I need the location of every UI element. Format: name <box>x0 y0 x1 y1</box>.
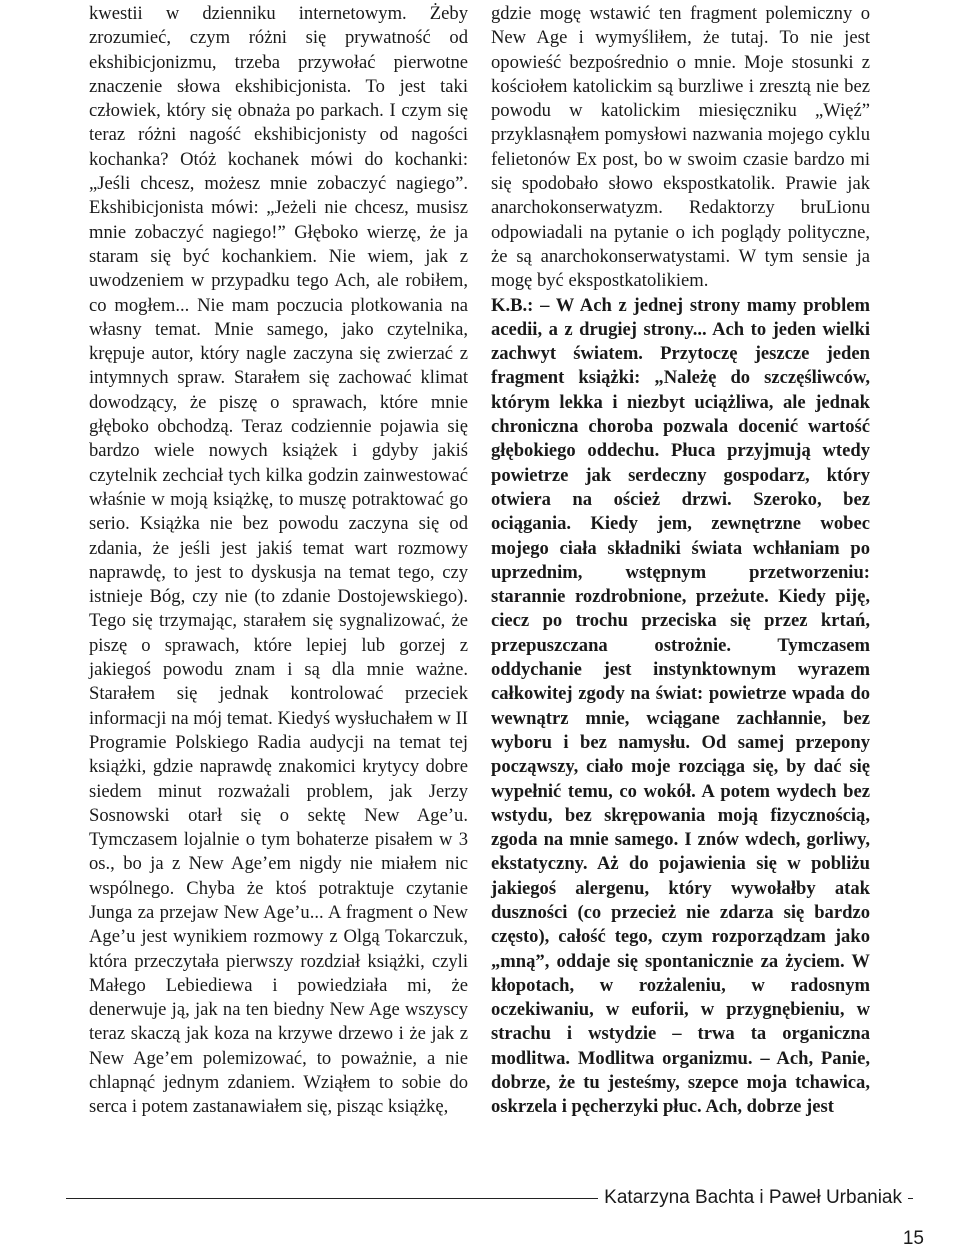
body-paragraph: gdzie mogę wstawić ten fragment polemiczny o New Age i wymyśliłem, że tutaj. To nie jest opowieść bezpośrednio o mnie. Moje stosunki z kościołem katolickim są burzliwe i zresztą nie bez powodu w katolickim miesięczniku „Więź” przyklasnąłem pomysłowi nazwania mojego cyklu felietonów Ex post, bo w swoim czasie bardzo mi się spodobało słowo ekspostkatolik. Prawie jak anarchokonserwatyzm. Redaktorzy bruLionu odpowiadali na pytanie o ich poglądy polityczne, że są anarchokonserwatystami. W tym sensie ja mogę być ekspostkatolikiem. <box>491 3 870 292</box>
footer-author: Katarzyna Bachta i Paweł Urbaniak <box>598 1186 908 1210</box>
text-column-left <box>89 2 468 1120</box>
text-column-right <box>491 2 870 1120</box>
interview-question-paragraph: K.B.: – W Ach z jednej strony mamy problem acedii, a z drugiej strony... Ach to jeden wielki zachwyt światem. Przytoczę jeszcze jeden fragment książki: „Należę do szczęśliwców, którym lekka i niezbyt uciążliwa, ale jednak chroniczna choroba pozwala docenić wartość głębokiego oddechu. Płuca przyjmują wtedy powietrze jak serdeczny gospodarz, który otwiera na oścież drzwi. Szeroko, bez ociągania. Kiedy jem, zewnętrzne wobec mojego ciała składniki świata wchłaniam po uprzednim, wstępnym przetworzeniu: starannie rozdrobnione, przeżute. Kiedy piję, ciecz po trochu przeciska się przez krtań, przepuszczana ostrożnie. Tymczasem oddychanie jest instynktownym wyrazem całkowitej zgody na świat: powietrze wpada do wewnątrz mnie, wciągane zachłannie, bez wyboru i bez namysłu. Od samej przepony począwszy, ciało moje rozciąga się, by dać się wypełnić temu, co wokół. A potem wydech bez wstydu, bez skrępowania moją fizycznością, zgoda na mnie samego. I znów wdech, gorliwy, ekstatyczny. Aż do pojawienia się w pobliżu jakiegoś alergenu, który wywołałby atak duszności (co przecież nie zdarza się bardzo często), całość tego, czym rozporządzam jako „mną”, oddaje się spontanicznie za życiem. W kłopotach, w rozżaleniu, w radosnym oczekiwaniu, w euforii, w przygnębieniu, w strachu i wstydzie – trwa ta organiczna modlitwa. Modlitwa organizmu. – Ach, Panie, dobrze, że tu jesteśmy, szepce moja tchawica, oskrzela i pęcherzyki płuc. Ach, dobrze jest <box>491 294 870 1118</box>
page-number: 15 <box>902 1228 924 1249</box>
body-paragraph: kwestii w dzienniku internetowym. Żeby zrozumieć, czym różni się prywatność od ekshibicjonizmu, trzeba przywołać pierwotne znaczenie słowa ekshibicjonista. To jest taki człowiek, który się obnaża po parkach. I czym się teraz różni nagość ekshibicjonisty od nagości kochanka? Otóż kochanek mówi do kochanki: „Jeśli chcesz, możesz mnie zobaczyć nagiego”. Ekshibicjonista mówi: „Jeżeli nie chcesz, musisz mnie zobaczyć nagiego!” Głęboko wierzę, że ja staram się być kochankiem. Nie wiem, jak z uwodzeniem w przypadku tego Ach, ale robiłem, co mogłem... Nie mam poczucia plotkowania na własny temat. Mnie samego, jako czytelnika, krępuje autor, który nagle zaczyna się zwierzać z intymnych spraw. Starałem się zachować klimat dowodzący, że piszę o sprawach, które mnie głęboko obchodzą. Teraz codziennie pojawia się bardzo wiele nowych książek i gdyby jakiś czytelnik zechciał tych kilka godzin zainwestować właśnie w moją książkę, to muszę potraktować go serio. Książka nie bez powodu zaczyna się od zdania, że jeśli jest jakiś temat wart rozmowy naprawdę, to jest to dyskusja na temat tego, czy istnieje Bóg, czy nie (to zdanie Dostojewskiego). Tego się trzymając, starałem się sygnalizować, że piszę o sprawach, które lepiej lub gorzej z jakiegoś powodu znam i są dla mnie ważne. Starałem się jednak kontrolować przeciek informacji na mój temat. Kiedyś wysłuchałem w II Programie Polskiego Radia audycji na temat tej książki, gdzie naprawdę znakomici krytycy dobre siedem minut rozważali problem, jak Jerzy Sosnowski otarł się o sektę New Age’u. Tymczasem lojalnie o tym bohaterze pisałem w 3 os., bo ja z New Age’em nigdy nie miałem nic wspólnego. Chyba że ktoś potraktuje czytanie Junga za przejaw New Age’u... A fragment o New Age’u jest wynikiem rozmowy z Olgą Tokarczuk, która przeczytała pierwszy rozdział książki, czyli Małego Lebiediewa i powiedziała mi, że denerwuje ją, jak na ten biedny New Age wszyscy teraz skaczą jak koza na krzywe drzewo i że jak z New Age’em polemizować, to poważnie, a nie chlapnąć jednym zdaniem. Wziąłem to sobie do serca i potem zastanawiałem się, pisząc książkę, <box>89 3 469 1118</box>
